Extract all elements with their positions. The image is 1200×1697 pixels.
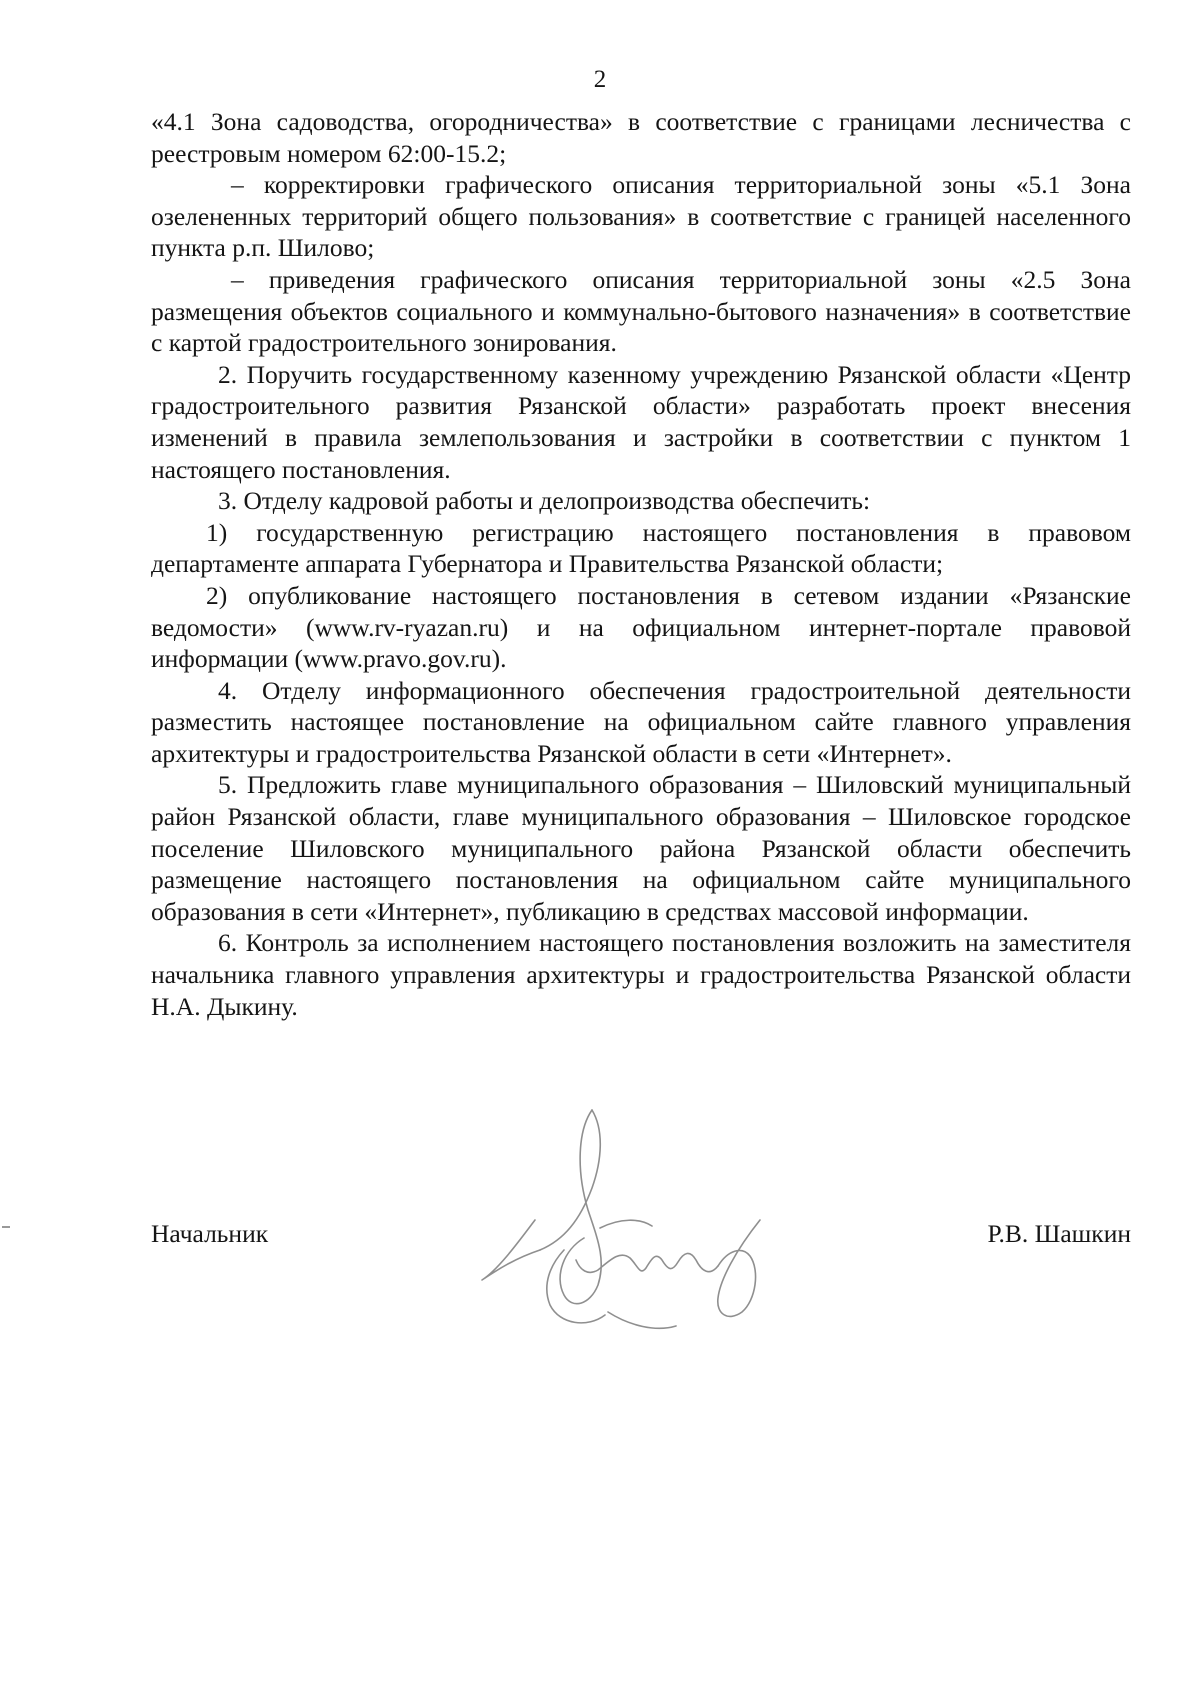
paragraph-zone-2-5: – приведения графического описания территориальной зоны «2.5 Зона размещения объектов социального и коммунально-бытового назначения» в соответствие с картой градостроительного зонирования. <box>151 264 1131 358</box>
page-number: 2 <box>593 66 607 93</box>
signatory-name: Р.В. Шашкин <box>987 1219 1131 1248</box>
paragraph-item-6: 6. Контроль за исполнением настоящего постановления возложить на заместителя начальника главного управления архитектуры и градостроительства Рязанской области Н.А. Дыкину. <box>151 928 1131 1021</box>
paragraph-zone-4-1: «4.1 Зона садоводства, огородничества» в соответствие с границами лесничества с реестровым номером 62:00-15.2; <box>151 107 1131 168</box>
signature-block <box>151 1218 1131 1258</box>
signatory-position: Начальник <box>151 1219 269 1248</box>
paragraph-item-5: 5. Предложить главе муниципального образования – Шиловский муниципальный район Рязанской области, главе муниципального образования – Шиловское городское поселение Шиловского муниципального района Рязанской области обеспечить размещение настоящего постановления на официальном сайте муниципального образования в сети «Интернет», публикацию в средствах массовой информации. <box>151 770 1131 926</box>
paragraph-subitem-1: 1) государственную регистрацию настоящего постановления в правовом департаменте аппарата Губернатора и Правительства Рязанской области; <box>151 517 1131 579</box>
paragraph-item-3: 3. Отделу кадровой работы и делопроизводства обеспечить: <box>218 486 871 516</box>
paragraph-item-2: 2. Поручить государственному казенному учреждению Рязанской области «Центр градостроительного развития Рязанской области» разработать проект внесения изменений в правила землепользования и застройки в соответствии с пунктом 1 настоящего постановления. <box>151 359 1131 484</box>
paragraph-subitem-2: 2) опубликование настоящего постановления в сетевом издании «Рязанские ведомости» (www.rv-ryazan.ru) и на официальном интернет-портале правовой информации (www.pravo.gov.ru). <box>151 580 1131 674</box>
scan-margin-mark <box>2 1226 10 1228</box>
document-body <box>151 106 1131 1022</box>
paragraph-item-4: 4. Отделу информационного обеспечения градостроительной деятельности разместить настоящее постановление на официальном сайте главного управления архитектуры и градостроительства Рязанской области в сети «Интернет». <box>151 675 1131 768</box>
paragraph-zone-5-1: – корректировки графического описания территориальной зоны «5.1 Зона озелененных территорий общего пользования» в соответствие с границей населенного пункта р.п. Шилово; <box>151 170 1131 263</box>
